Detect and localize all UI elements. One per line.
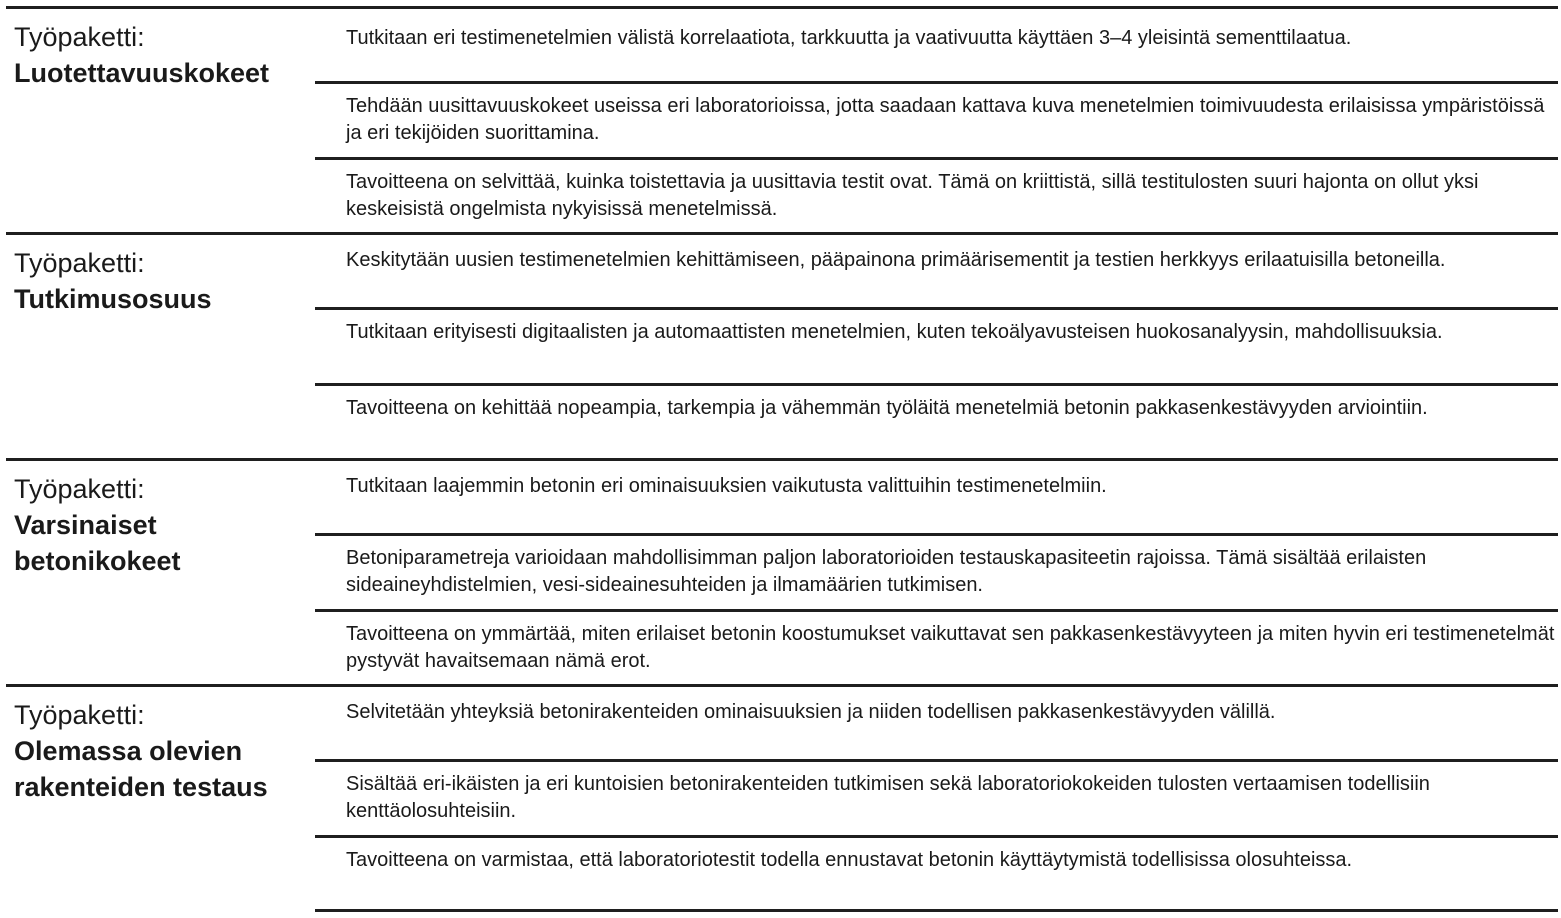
description-row: Tutkitaan eri testimenetelmien välistä korrelaatiota, tarkkuutta ja vaativuutta käyttäen 3–4 yleisintä sementtilaatua. (346, 27, 1352, 49)
description-row: Tavoitteena on varmistaa, että laboratoriotestit todella ennustavat betonin käyttäytymistä todellisissa olosuhteissa. (346, 849, 1353, 871)
description-row: Tavoitteena on ymmärtää, miten erilaiset betonin koostumukset vaikuttavat sen pakkasenkestävyyteen ja miten hyvin eri testimenetelmät pystyvät havaitsemaan nämä erot. (346, 623, 1555, 672)
work-package-section-4 (6, 684, 1558, 910)
description-row: Sisältää eri-ikäisten ja eri kuntoisien betonirakenteiden tutkimisen sekä laboratoriokokeiden tulosten vertaamisen todellisiin kenttäolosuhteisiin. (346, 773, 1430, 822)
work-package-label (14, 245, 314, 317)
description-row: Tehdään uusittavuuskokeet useissa eri laboratorioissa, jotta saadaan kattava kuva menetelmien toimivuudesta erilaisissa ympäristöissä ja eri tekijöiden suorittamina. (346, 95, 1545, 144)
row-divider (315, 609, 1558, 612)
work-package-prefix: Työpaketti: (14, 474, 145, 504)
description-row: Selvitetään yhteyksiä betonirakenteiden ominaisuuksien ja niiden todellisen pakkasenkestävyyden välillä. (346, 701, 1276, 723)
description-row: Betoniparametreja varioidaan mahdollisimman paljon laboratorioiden testauskapasiteetin rajoissa. Tämä sisältää erilaisten sideaineyhdistelmien, vesi-sideainesuhteiden ja ilmamäärien tutkimisen. (346, 547, 1427, 596)
work-package-prefix: Työpaketti: (14, 248, 145, 278)
description-row: Tutkitaan laajemmin betonin eri ominaisuuksien vaikutusta valittuihin testimenetelmiin. (346, 475, 1107, 497)
table-bottom-border (315, 909, 1558, 912)
work-package-section-2 (6, 232, 1558, 460)
work-package-section-3 (6, 458, 1558, 686)
row-divider (315, 759, 1558, 762)
description-row: Tutkitaan erityisesti digitaalisten ja automaattisten menetelmien, kuten tekoälyavusteisen huokosanalyysin, mahdollisuuksia. (346, 321, 1443, 343)
row-divider (315, 533, 1558, 536)
work-package-title: Tutkimusosuus (14, 284, 212, 314)
description-row: Keskitytään uusien testimenetelmien kehittämiseen, pääpainona primäärisementit ja testien herkkyys erilaatuisilla betoneilla. (346, 249, 1446, 271)
work-package-label (14, 697, 314, 805)
work-package-section-1 (6, 6, 1558, 234)
work-package-prefix: Työpaketti: (14, 22, 145, 52)
work-package-prefix: Työpaketti: (14, 700, 145, 730)
row-divider (315, 157, 1558, 160)
row-divider (315, 81, 1558, 84)
row-divider (315, 307, 1558, 310)
row-divider (315, 835, 1558, 838)
description-row: Tavoitteena on kehittää nopeampia, tarkempia ja vähemmän työläitä menetelmiä betonin pakkasenkestävyyden arviointiin. (346, 397, 1428, 419)
work-package-title: Olemassa olevien rakenteiden testaus (14, 736, 268, 802)
work-package-title: Luotettavuuskokeet (14, 58, 270, 88)
description-row: Tavoitteena on selvittää, kuinka toistettavia ja uusittavia testit ovat. Tämä on kriittistä, sillä testitulosten suuri hajonta on ollut yksi keskeisistä ongelmista nykyisissä menetelmissä. (346, 171, 1479, 220)
row-divider (315, 383, 1558, 386)
work-package-label (14, 471, 314, 579)
work-package-label (14, 19, 314, 91)
work-package-title: Varsinaiset betonikokeet (14, 510, 181, 576)
